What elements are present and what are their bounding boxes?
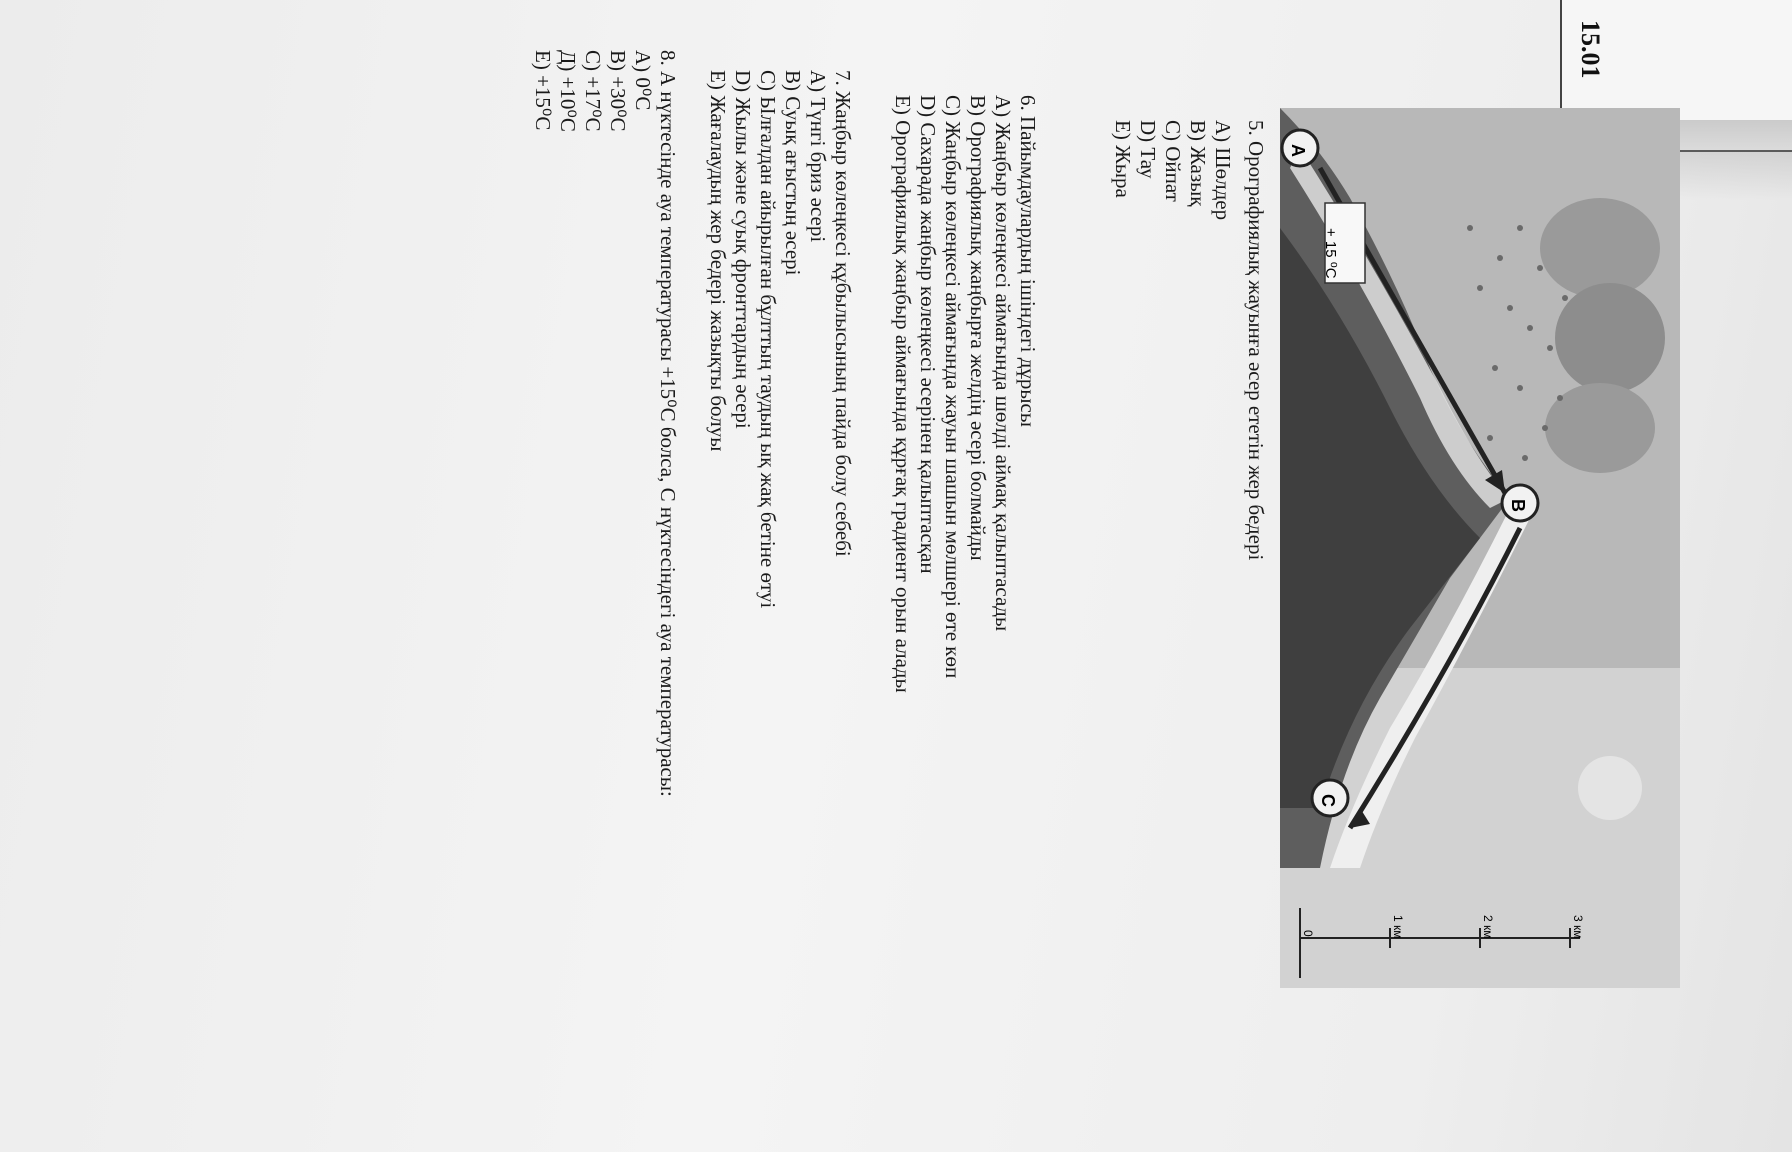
option: D) Сахарада жаңбыр көлеңкесі әсерінен қалыптасқан	[916, 95, 940, 574]
temperature-label: + 15 ⁰C	[1322, 228, 1339, 279]
option: Е) Жағалаудың жер бедері жазықты болуы	[706, 70, 730, 452]
option: С) +17⁰С	[581, 50, 605, 132]
question-5-options	[1110, 120, 1235, 220]
option: Е) +15⁰С	[531, 50, 555, 131]
point-a-label: A	[1288, 144, 1308, 157]
option: А) Жаңбыр көлеңкесі аймағында шөлді аймақ қалыптасады	[991, 95, 1015, 632]
point-b-label: B	[1508, 499, 1528, 512]
scale-label-3: 3 км	[1571, 915, 1585, 939]
option: А) Шөлдер	[1211, 120, 1235, 221]
option: А) 0⁰С	[631, 50, 655, 111]
question-title: 8. А нүктесінде ауа температурасы +15⁰С болса, С нүктесіндегі ауа температурасы:	[656, 50, 680, 797]
question-title: 6. Пайымдаулардың ішіндегі дұрысы	[1016, 95, 1040, 427]
option: С) Ойпат	[1161, 120, 1185, 202]
option: В) +30⁰С	[606, 50, 630, 132]
option: В) Орографиялық жаңбырға желдің әсері болмайды	[966, 95, 990, 561]
scale-label-0: 0	[1301, 930, 1315, 937]
question-5	[1243, 120, 1268, 560]
option: С) Жаңбыр көлеңкесі аймағында жауын шашын мөлшері өте көп	[941, 95, 965, 679]
orographic-rain-diagram	[1280, 108, 1680, 988]
question-8	[530, 50, 680, 797]
scale-label-2: 2 км	[1481, 915, 1495, 939]
question-title: 5. Орографиялық жауынға әсер ететін жер бедері	[1244, 120, 1268, 561]
option: Д) +10⁰С	[556, 50, 580, 132]
option: D) Жылы және суық фронттардың әсері	[731, 70, 755, 429]
scale-label-1: 1 км	[1391, 915, 1405, 939]
question-6	[890, 95, 1040, 693]
option: С) Ылғалдан айырылған бұлттың таудың ық жақ бетіне өтуі	[756, 70, 780, 609]
question-7	[705, 70, 855, 608]
option: В) Суық ағыстың әсері	[781, 70, 805, 276]
questions-block	[240, 0, 1280, 1100]
question-title: 7. Жаңбыр көлеңкесі құбылысының пайда болу себебі	[831, 70, 855, 557]
date-cell: 15.01	[1576, 20, 1605, 79]
option: D) Тау	[1136, 120, 1160, 179]
option: Е) Орографиялық жаңбыр аймағында құрғақ градиент орын алады	[891, 95, 915, 693]
option: В) Жазық	[1186, 120, 1210, 207]
option: Е) Жыра	[1111, 120, 1135, 198]
option: А) Түнгі бриз әсері	[806, 70, 830, 243]
point-c-label: C	[1318, 794, 1338, 807]
